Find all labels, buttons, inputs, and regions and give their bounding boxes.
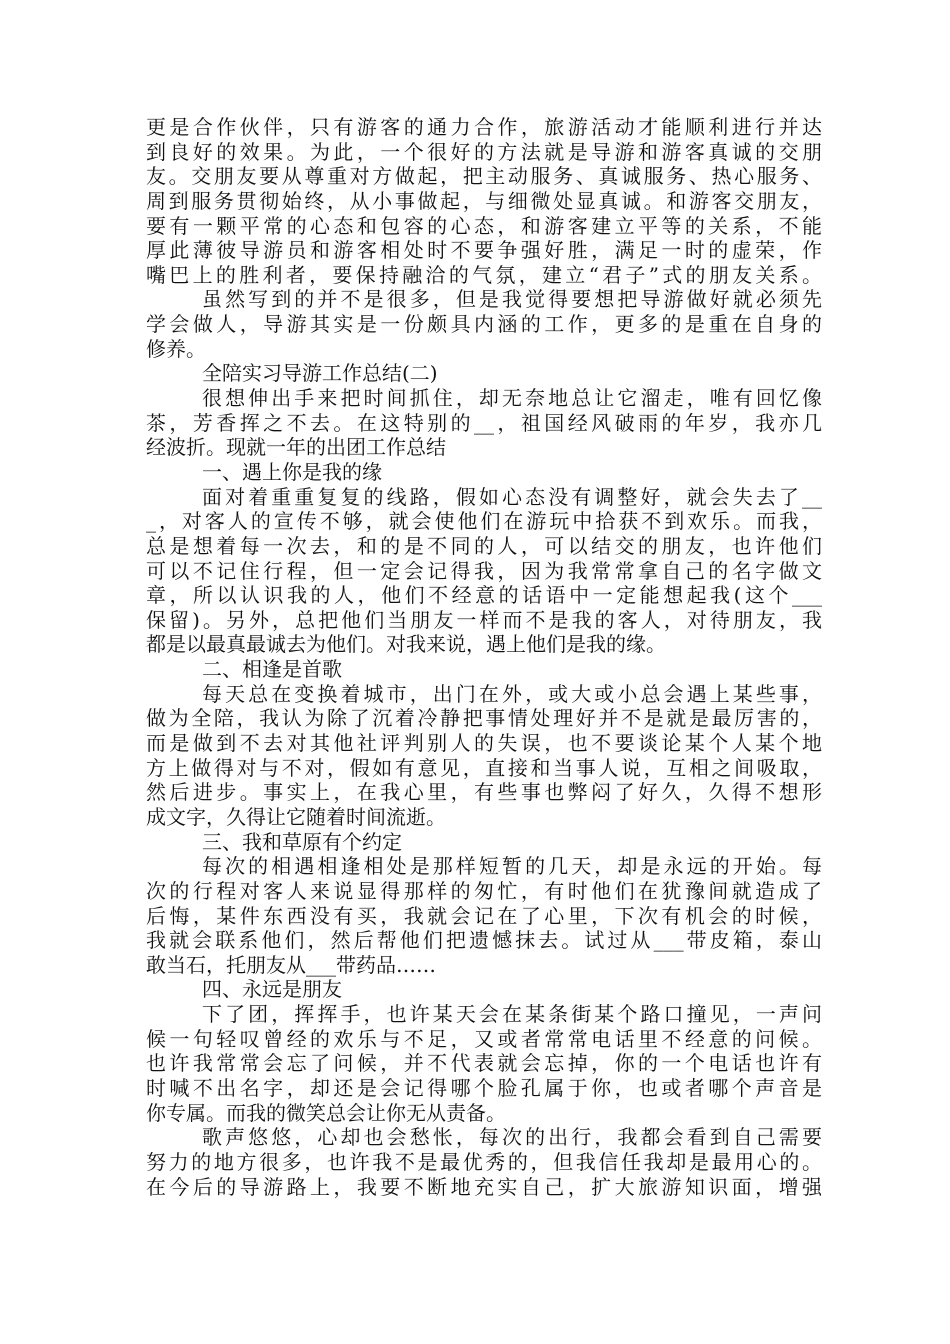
text-line: 而是做到不去对其他社评判别人的失误，也不要谈论某个人某个地 bbox=[146, 731, 822, 756]
text-line: 要有一颗平常的心态和包容的心态，和游客建立平等的关系，不能 bbox=[146, 213, 822, 238]
text-line: 我就会联系他们，然后帮他们把遗憾抹去。试过从___带皮箱，泰山 bbox=[146, 928, 822, 953]
text-line: 敢当石，托朋友从___带药品…… bbox=[146, 952, 436, 977]
text-line: 方上做得对与不对，假如有意见，直接和当事人说，互相之间吸取， bbox=[146, 755, 822, 780]
text-line: 修养。 bbox=[146, 336, 206, 361]
text-line: 后悔，某件东西没有买，我就会记在了心里，下次有机会的时候， bbox=[146, 903, 822, 928]
text-line: 努力的地方很多，也许我不是最优秀的，但我信任我却是最用心的。 bbox=[146, 1149, 822, 1174]
text-line: 可以不记住行程，但一定会记得我，因为我常常拿自己的名字做文 bbox=[146, 558, 822, 583]
text-line: 四、永远是朋友 bbox=[202, 977, 342, 1002]
document-page bbox=[146, 115, 822, 1199]
text-line: 章，所以认识我的人，他们不经意的话语中一定能想起我(这个___ bbox=[146, 583, 822, 608]
text-line: 也许我常常会忘了问候，并不代表就会忘掉，你的一个电话也许有 bbox=[146, 1051, 822, 1076]
text-line: 做为全陪，我认为除了沉着冷静把事情处理好并不是就是最厉害的， bbox=[146, 706, 822, 731]
text-line: 成文字，久得让它随着时间流逝。 bbox=[146, 804, 446, 829]
text-line: 友。交朋友要从尊重对方做起，把主动服务、真诚服务、热心服务、 bbox=[146, 164, 822, 189]
text-line: 全陪实习导游工作总结(二) bbox=[202, 361, 438, 386]
text-line: 二、相逢是首歌 bbox=[202, 657, 342, 682]
text-line: 在今后的导游路上，我要不断地充实自己，扩大旅游知识面，增强 bbox=[146, 1174, 822, 1199]
text-line: 一、遇上你是我的缘 bbox=[202, 459, 382, 484]
text-line: 时喊不出名字，却还是会记得哪个脸孔属于你，也或者哪个声音是 bbox=[146, 1075, 822, 1100]
text-line: 嘴巴上的胜利者，要保持融洽的气氛，建立“君子”式的朋友关系。 bbox=[146, 262, 822, 287]
text-line: 每天总在变换着城市，出门在外，或大或小总会遇上某些事， bbox=[202, 681, 822, 706]
text-line: 保留)。另外，总把他们当朋友一样而不是我的客人，对待朋友，我 bbox=[146, 607, 822, 632]
text-line: 很想伸出手来把时间抓住，却无奈地总让它溜走，唯有回忆像 bbox=[202, 386, 822, 411]
text-line: 更是合作伙伴，只有游客的通力合作，旅游活动才能顺利进行并达 bbox=[146, 115, 822, 139]
text-line: 到良好的效果。为此，一个很好的方法就是导游和游客真诚的交朋 bbox=[146, 139, 822, 164]
text-line: 每次的相遇相逢相处是那样短暂的几天，却是永远的开始。每 bbox=[202, 854, 822, 879]
text-line: 次的行程对客人来说显得那样的匆忙，有时他们在犹豫间就造成了 bbox=[146, 878, 822, 903]
text-line: 周到服务贯彻始终，从小事做起，与细微处显真诚。和游客交朋友， bbox=[146, 188, 822, 213]
text-line: 经波折。现就一年的出团工作总结 bbox=[146, 435, 446, 460]
text-line: 学会做人，导游其实是一份颇具内涵的工作，更多的是重在自身的 bbox=[146, 312, 822, 337]
text-line: 茶，芳香挥之不去。在这特别的__，祖国经风破雨的年岁，我亦几 bbox=[146, 410, 822, 435]
text-line: 你专属。而我的微笑总会让你无从责备。 bbox=[146, 1100, 506, 1125]
text-line: 厚此薄彼导游员和游客相处时不要争强好胜，满足一时的虚荣，作 bbox=[146, 238, 822, 263]
text-line: _，对客人的宣传不够，就会使他们在游玩中拾获不到欢乐。而我， bbox=[146, 509, 822, 534]
text-line: 虽然写到的并不是很多，但是我觉得要想把导游做好就必须先 bbox=[202, 287, 822, 312]
text-line: 然后进步。事实上，在我心里，有些事也弊闷了好久，久得不想形 bbox=[146, 780, 822, 805]
text-line: 面对着重重复复的线路，假如心态没有调整好，就会失去了__ bbox=[202, 484, 822, 509]
text-line: 候一句轻叹曾经的欢乐与不足，又或者常常电话里不经意的问候。 bbox=[146, 1026, 822, 1051]
text-line: 下了团，挥挥手，也许某天会在某条街某个路口撞见，一声问 bbox=[202, 1002, 822, 1027]
text-line: 总是想着每一次去，和的是不同的人，可以结交的朋友，也许他们 bbox=[146, 533, 822, 558]
text-line: 歌声悠悠，心却也会愁怅，每次的出行，我都会看到自己需要 bbox=[202, 1125, 822, 1150]
text-line: 三、我和草原有个约定 bbox=[202, 829, 402, 854]
text-line: 都是以最真最诚去为他们。对我来说，遇上他们是我的缘。 bbox=[146, 632, 666, 657]
